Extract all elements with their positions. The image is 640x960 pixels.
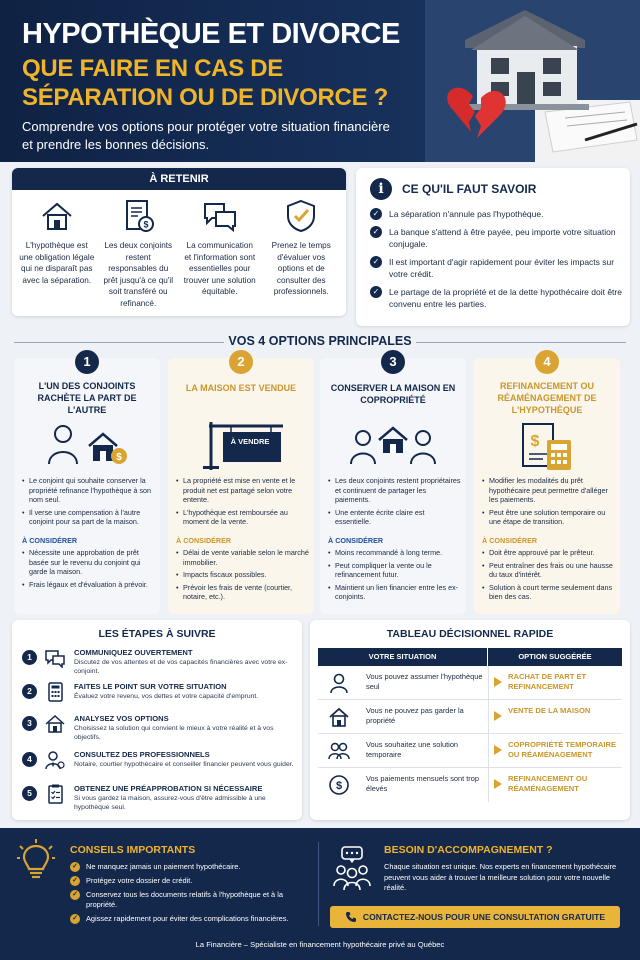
list-item: ✓ Conservez tous les documents relatifs à l'hypothèque et à la propriété.: [70, 890, 310, 910]
arrow-right-icon: [494, 677, 502, 687]
house-broken-heart-illustration: [425, 0, 640, 162]
options-section-title: VOS 4 OPTIONS PRINCIPALES: [0, 334, 640, 348]
svg-text:$: $: [116, 452, 122, 463]
check-icon: ✓: [370, 208, 382, 220]
etapes-card: [12, 620, 302, 820]
hero-intro: Comprendre vos options pour protéger votre situation financière et prendre les bonnes décisions.: [22, 119, 390, 152]
svg-text:$: $: [143, 219, 149, 230]
document-calculator-icon: [497, 422, 597, 472]
shield-check-icon: [283, 198, 319, 234]
option-title: L'UN DES CONJOINTS RACHÈTE LA PART DE L'AUTRE: [37, 381, 137, 415]
option-number: 4: [535, 350, 559, 374]
besoin-text: Chaque situation est unique. Nos experts en financement hypothécaire peuvent vous aider à trouver la meilleure solution pour votre nouvelle réalité.: [384, 862, 617, 892]
list-item: ✓ La banque s'attend à être payée, peu importe votre situation conjugale.: [370, 226, 622, 250]
list-item: ✓ Protégez votre dossier de crédit.: [70, 876, 310, 886]
option-number: 3: [381, 350, 405, 374]
list-item: ✓ Agissez rapidement pour éviter des complications financières.: [70, 914, 310, 924]
table-row: $ Vos paiements mensuels sont trop élevés REFINANCEMENT OU RÉAMÉNAGEMENT: [318, 768, 622, 802]
support-group-icon: [332, 846, 372, 890]
check-icon: ✓: [370, 256, 382, 268]
check-icon: ✓: [370, 226, 382, 238]
svg-text:$: $: [335, 780, 343, 792]
couple-icon: [328, 740, 350, 762]
step-item: 1 COMMUNIQUEZ OUVERTEMENT Discutez de vos attentes et de vos capacités financières avec votre ex-conjoint.: [22, 648, 294, 678]
table-row: Vous ne pouvez pas garder la propriété VENTE DE LA MAISON: [318, 700, 622, 734]
page-title: HYPOTHÈQUE ET DIVORCE: [22, 18, 400, 50]
option-card-4: 4 REFINANCEMENT OU RÉAMÉNAGEMENT DE L'HYPOTHÈQUE $ • Modifier les modalités du prêt hypothécaire peut permettre d'alléger les paiements. • Peut être une solution temporaire ou une étape de transition. À CONSIDÉRER • Doit être approuvé par le prêteur. • Peut entraîner des frais ou une hausse du taux d'intérêt. • Solution à court terme seulement dans bien des cas.: [474, 358, 620, 614]
couple-house-icon: [343, 420, 443, 470]
chat-bubbles-icon: [202, 198, 238, 234]
hero-banner: [0, 0, 640, 162]
page-subtitle: QUE FAIRE EN CAS DE SÉPARATION OU DE DIVORCE ?: [22, 55, 389, 111]
arrow-right-icon: [494, 779, 502, 789]
check-icon: ✓: [70, 914, 80, 924]
house-icon: [328, 706, 350, 728]
consider-label: À CONSIDÉRER: [482, 536, 538, 545]
person-icon: [328, 672, 350, 694]
savoir-title: CE QU'IL FAUT SAVOIR: [402, 182, 537, 196]
check-icon: ✓: [70, 876, 80, 886]
info-icon: i: [370, 178, 392, 200]
tableau-card: [310, 620, 630, 820]
contact-button[interactable]: [330, 906, 620, 928]
list-item: ✓ Il est important d'agir rapidement pour éviter les impacts sur votre crédit.: [370, 256, 622, 280]
house-icon: [44, 714, 66, 734]
arrow-right-icon: [494, 745, 502, 755]
advisor-icon: [44, 750, 66, 770]
retenir-item: L'hypothèque est une obligation légale qui ne disparaît pas avec la séparation.: [16, 198, 98, 309]
table-header: [318, 648, 622, 666]
step-item: 3 ANALYSEZ VOS OPTIONS Choisissez la solution qui convient le mieux à votre réalité et à vos objectifs.: [22, 714, 294, 744]
step-item: 2 FAITES LE POINT SUR VOTRE SITUATION Évaluez votre revenu, vos dettes et votre capacité d'emprunt.: [22, 682, 294, 712]
retenir-item: La communication et l'information sont essentielles pour trouver une solution équitable.: [179, 198, 261, 309]
consider-label: À CONSIDÉRER: [328, 536, 384, 545]
contact-button-label: CONTACTEZ-NOUS POUR UNE CONSULTATION GRATUITE: [362, 912, 606, 922]
retenir-item: Prenez le temps d'évaluer vos options et de consulter des professionnels.: [261, 198, 343, 309]
calculator-icon: [44, 682, 66, 702]
besoin-title: BESOIN D'ACCOMPAGNEMENT ?: [384, 844, 553, 856]
list-item: ✓ La séparation n'annule pas l'hypothèque.: [370, 208, 622, 220]
svg-text:$: $: [530, 433, 540, 450]
dollar-circle-icon: [328, 774, 350, 796]
retenir-card: [12, 168, 346, 316]
option-card-1: 1 L'UN DES CONJOINTS RACHÈTE LA PART DE L'AUTRE $ • Le conjoint qui souhaite conserver la propriété refinance l'hypothèque à son nom seul. • Il verse une compensation à l'autre conjoint pour sa part de la maison. À CONSIDÉRER • Nécessite une approbation de prêt basée sur le revenu du conjoint qui garde la maison. • Frais légaux et d'évaluation à prévoir.: [14, 358, 160, 614]
consider-label: À CONSIDÉRER: [22, 536, 78, 545]
lightbulb-icon: [16, 838, 56, 882]
conseils-title: CONSEILS IMPORTANTS: [70, 844, 196, 856]
check-icon: ✓: [70, 862, 80, 872]
person-house-dollar-icon: [37, 420, 137, 470]
option-title: REFINANCEMENT OU RÉAMÉNAGEMENT DE L'HYPOTHÈQUE: [497, 381, 597, 415]
option-title: LA MAISON EST VENDUE: [185, 383, 297, 393]
check-icon: ✓: [70, 890, 80, 900]
option-card-3: 3 CONSERVER LA MAISON EN COPROPRIÉTÉ • Les deux conjoints restent propriétaires et continuent de partager les paiements. • Une entente écrite claire est essentielle. À CONSIDÉRER • Moins recommandé à long terme. • Peut compliquer la vente ou le refinancement futur. • Maintient un lien financier entre les ex-conjoints.: [320, 358, 466, 614]
option-number: 2: [229, 350, 253, 374]
step-item: 4 CONSULTEZ DES PROFESSIONNELS Notaire, courtier hypothécaire et conseiller financier peuvent vous guider.: [22, 750, 294, 780]
table-row: Vous souhaitez une solution temporaire COPROPRIÉTÉ TEMPORAIRE OU RÉAMÉNAGEMENT: [318, 734, 622, 768]
house-icon: [39, 198, 75, 234]
retenir-item: $ Les deux conjoints restent responsables du prêt jusqu'à ce qu'il soit transféré ou refinancé.: [98, 198, 180, 309]
column-header: VOTRE SITUATION: [318, 648, 488, 666]
bottom-banner: [0, 828, 640, 960]
check-icon: ✓: [370, 286, 382, 298]
savoir-card: [356, 168, 630, 326]
checklist-icon: [44, 784, 66, 804]
option-number: 1: [75, 350, 99, 374]
tableau-title: TABLEAU DÉCISIONNEL RAPIDE: [386, 628, 554, 640]
for-sale-sign-text: À VENDRE: [230, 437, 270, 446]
arrow-right-icon: [494, 711, 502, 721]
consider-label: À CONSIDÉRER: [176, 536, 232, 545]
option-title: CONSERVER LA MAISON EN COPROPRIÉTÉ: [330, 383, 456, 405]
list-item: ✓ Le partage de la propriété et de la dette hypothécaire doit être convenu entre les parties.: [370, 286, 622, 310]
step-item: 5 OBTENEZ UNE PRÉAPPROBATION SI NÉCESSAIRE Si vous gardez la maison, assurez-vous d'être admissible à une hypothèque seul.: [22, 784, 294, 814]
document-dollar-icon: [120, 198, 156, 234]
retenir-title: À RETENIR: [12, 168, 346, 190]
option-card-2: 2 LA MAISON EST VENDUE À VENDRE • La propriété est mise en vente et le produit net est partagé selon votre entente. • L'hypothèque est remboursée au moment de la vente. À CONSIDÉRER • Délai de vente variable selon le marché immobilier. • Impacts fiscaux possibles. • Prévoir les frais de vente (courtier, notaire, etc.).: [168, 358, 314, 614]
column-header: OPTION SUGGÉRÉE: [518, 652, 592, 661]
phone-icon: [345, 911, 357, 923]
etapes-title: LES ÉTAPES À SUIVRE: [98, 628, 216, 640]
table-row: Vous pouvez assumer l'hypothèque seul RACHAT DE PART ET REFINANCEMENT: [318, 666, 622, 700]
list-item: ✓ Ne manquez jamais un paiement hypothécaire.: [70, 862, 310, 872]
footer-text: La Financière – Spécialiste en financement hypothécaire privé au Québec: [195, 940, 445, 949]
chat-icon: [44, 648, 66, 668]
